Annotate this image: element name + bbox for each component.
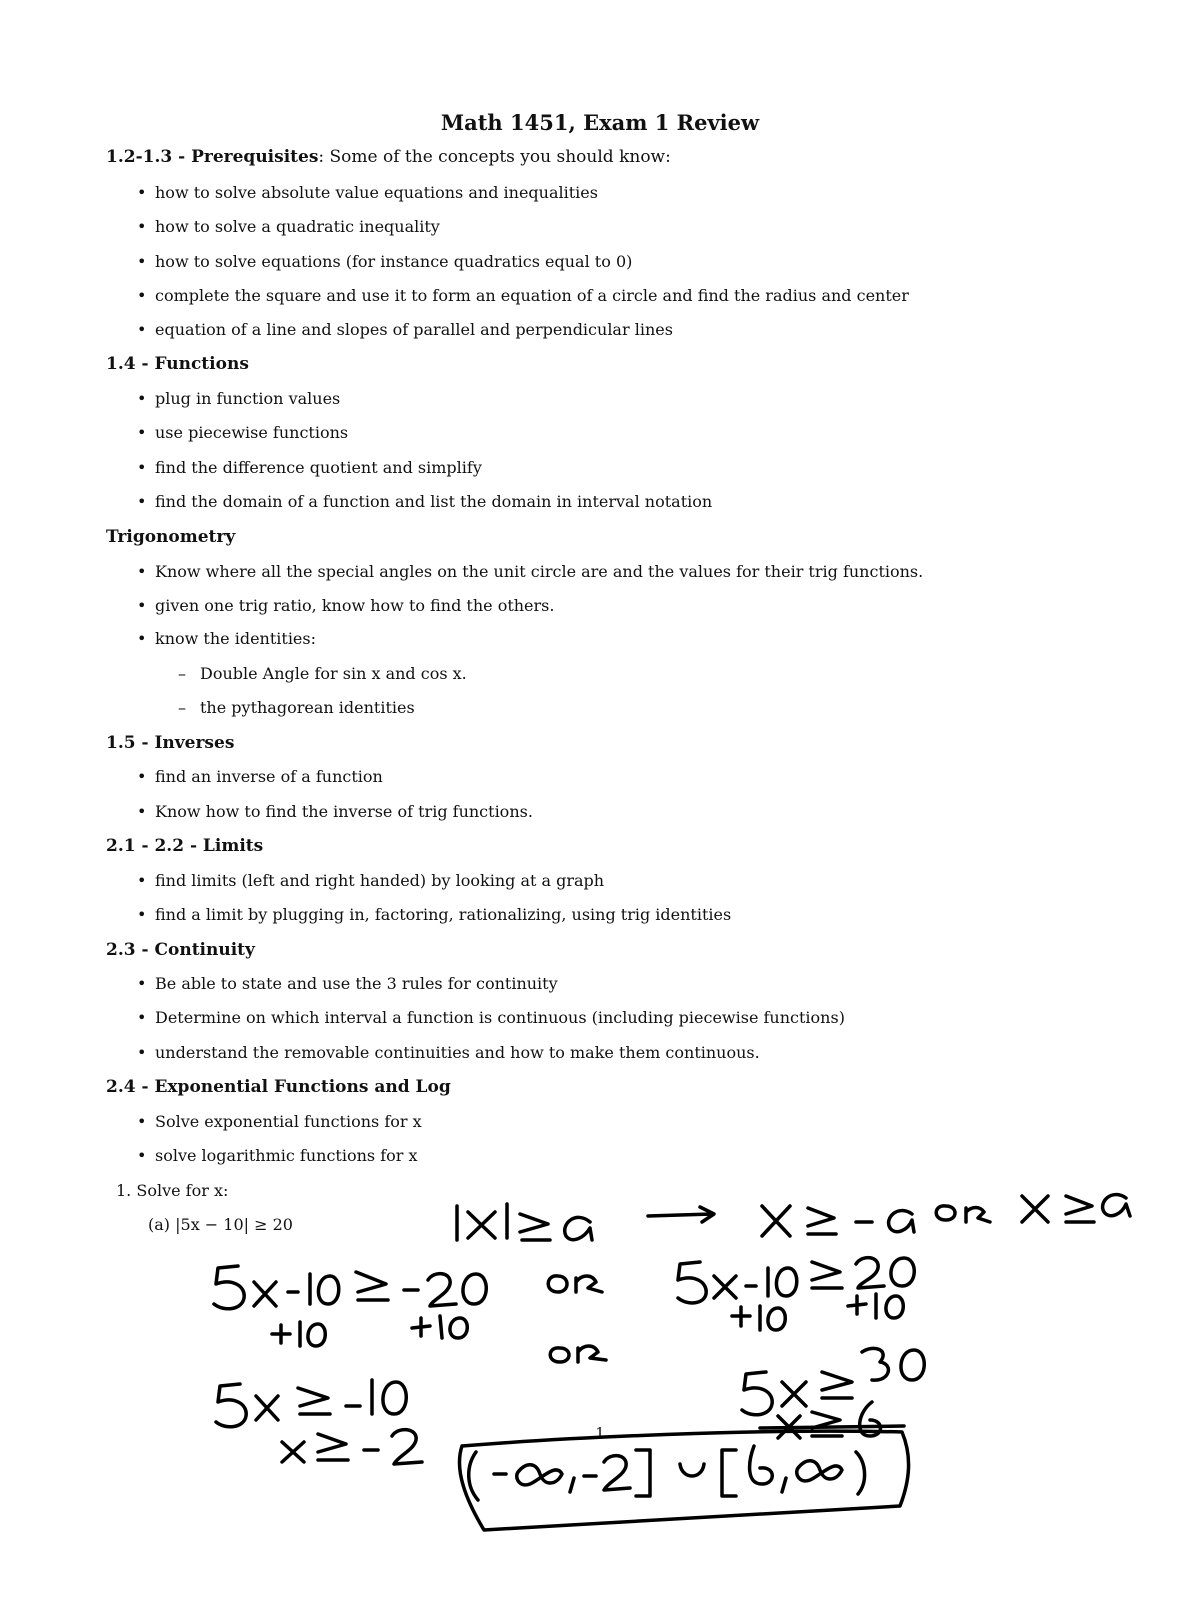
handwritten-rule xyxy=(457,1195,1130,1240)
list-item: • plug in function values xyxy=(137,389,341,408)
bullet-icon: • xyxy=(137,423,147,442)
bullet-icon: • xyxy=(137,1112,147,1131)
page-title: Math 1451, Exam 1 Review xyxy=(440,110,760,135)
bullet-icon: • xyxy=(137,767,147,786)
section-limits-heading: 2.1 - 2.2 - Limits xyxy=(106,836,264,856)
list-item: • find the domain of a function and list the domain in interval notation xyxy=(137,492,713,511)
dash-icon: – xyxy=(178,698,186,717)
list-item: • how to solve absolute value equations and inequalities xyxy=(137,183,598,202)
list-item: • solve logarithmic functions for x xyxy=(137,1146,418,1165)
section-inverses-heading: 1.5 - Inverses xyxy=(106,733,235,753)
bullet-icon: • xyxy=(137,183,147,202)
handwritten-step-3-right xyxy=(742,1348,924,1414)
sub-list-item: – Double Angle for sin x and cos x. xyxy=(178,664,467,683)
bullet-icon: • xyxy=(137,286,147,305)
list-item: • Be able to state and use the 3 rules for continuity xyxy=(137,974,558,993)
dash-icon: – xyxy=(178,664,186,683)
list-item: • find an inverse of a function xyxy=(137,767,383,786)
bullet-icon: • xyxy=(137,1043,147,1062)
bullet-icon: • xyxy=(137,562,147,581)
section-functions-heading: 1.4 - Functions xyxy=(106,354,249,374)
bullet-icon: • xyxy=(137,492,147,511)
bullet-icon: • xyxy=(137,905,147,924)
list-item: • Determine on which interval a function is continuous (including piecewise functions) xyxy=(137,1008,845,1027)
handwritten-step-2 xyxy=(272,1294,903,1346)
bullet-icon: • xyxy=(137,217,147,236)
sub-list-item: – the pythagorean identities xyxy=(178,698,415,717)
list-item: • know the identities: xyxy=(137,629,316,648)
bullet-icon: • xyxy=(137,1146,147,1165)
section-trigonometry-heading: Trigonometry xyxy=(106,527,236,547)
handwritten-or-1 xyxy=(548,1276,602,1292)
bullet-icon: • xyxy=(137,1008,147,1027)
list-item: • how to solve a quadratic inequality xyxy=(137,217,440,236)
list-item: • use piecewise functions xyxy=(137,423,349,442)
bullet-icon: • xyxy=(137,802,147,821)
list-item: • equation of a line and slopes of parallel and perpendicular lines xyxy=(137,320,673,339)
bullet-icon: • xyxy=(137,629,147,648)
handwritten-step-1-right xyxy=(678,1258,914,1303)
section-continuity-heading: 2.3 - Continuity xyxy=(106,940,255,960)
list-item: • given one trig ratio, know how to find the others. xyxy=(137,596,555,615)
bullet-icon: • xyxy=(137,974,147,993)
list-item: • how to solve equations (for instance quadratics equal to 0) xyxy=(137,252,633,271)
section-explog-heading: 2.4 - Exponential Functions and Log xyxy=(106,1077,451,1097)
handwritten-answer xyxy=(459,1431,908,1530)
section-prerequisites-heading: 1.2-1.3 - Prerequisites: Some of the concepts you should know: xyxy=(106,147,671,167)
list-item: • complete the square and use it to form an equation of a circle and find the radius and center xyxy=(137,286,909,305)
handwritten-step-3-left xyxy=(216,1380,406,1427)
list-item: • find the difference quotient and simplify xyxy=(137,458,482,477)
list-item: • find limits (left and right handed) by looking at a graph xyxy=(137,871,605,890)
bullet-icon: • xyxy=(137,596,147,615)
list-item: • Know where all the special angles on the unit circle are and the values for their trig functions. xyxy=(137,562,924,581)
bullet-icon: • xyxy=(137,320,147,339)
list-item: • Know how to find the inverse of trig functions. xyxy=(137,802,533,821)
page-number: 1 xyxy=(595,1424,605,1442)
bullet-icon: • xyxy=(137,389,147,408)
list-item: • understand the removable continuities and how to make them continuous. xyxy=(137,1043,760,1062)
bullet-icon: • xyxy=(137,458,147,477)
bullet-icon: • xyxy=(137,252,147,271)
bullet-icon: • xyxy=(137,871,147,890)
handwritten-step-4-left xyxy=(282,1430,422,1464)
handwritten-step-1-left xyxy=(214,1266,486,1309)
handwritten-or-2 xyxy=(550,1346,606,1362)
list-item: • Solve exponential functions for x xyxy=(137,1112,422,1131)
list-item: • find a limit by plugging in, factoring, rationalizing, using trig identities xyxy=(137,905,732,924)
problem-part-a: (a) |5x − 10| ≥ 20 xyxy=(148,1215,293,1234)
problem-prompt: 1. Solve for x: xyxy=(116,1181,229,1200)
